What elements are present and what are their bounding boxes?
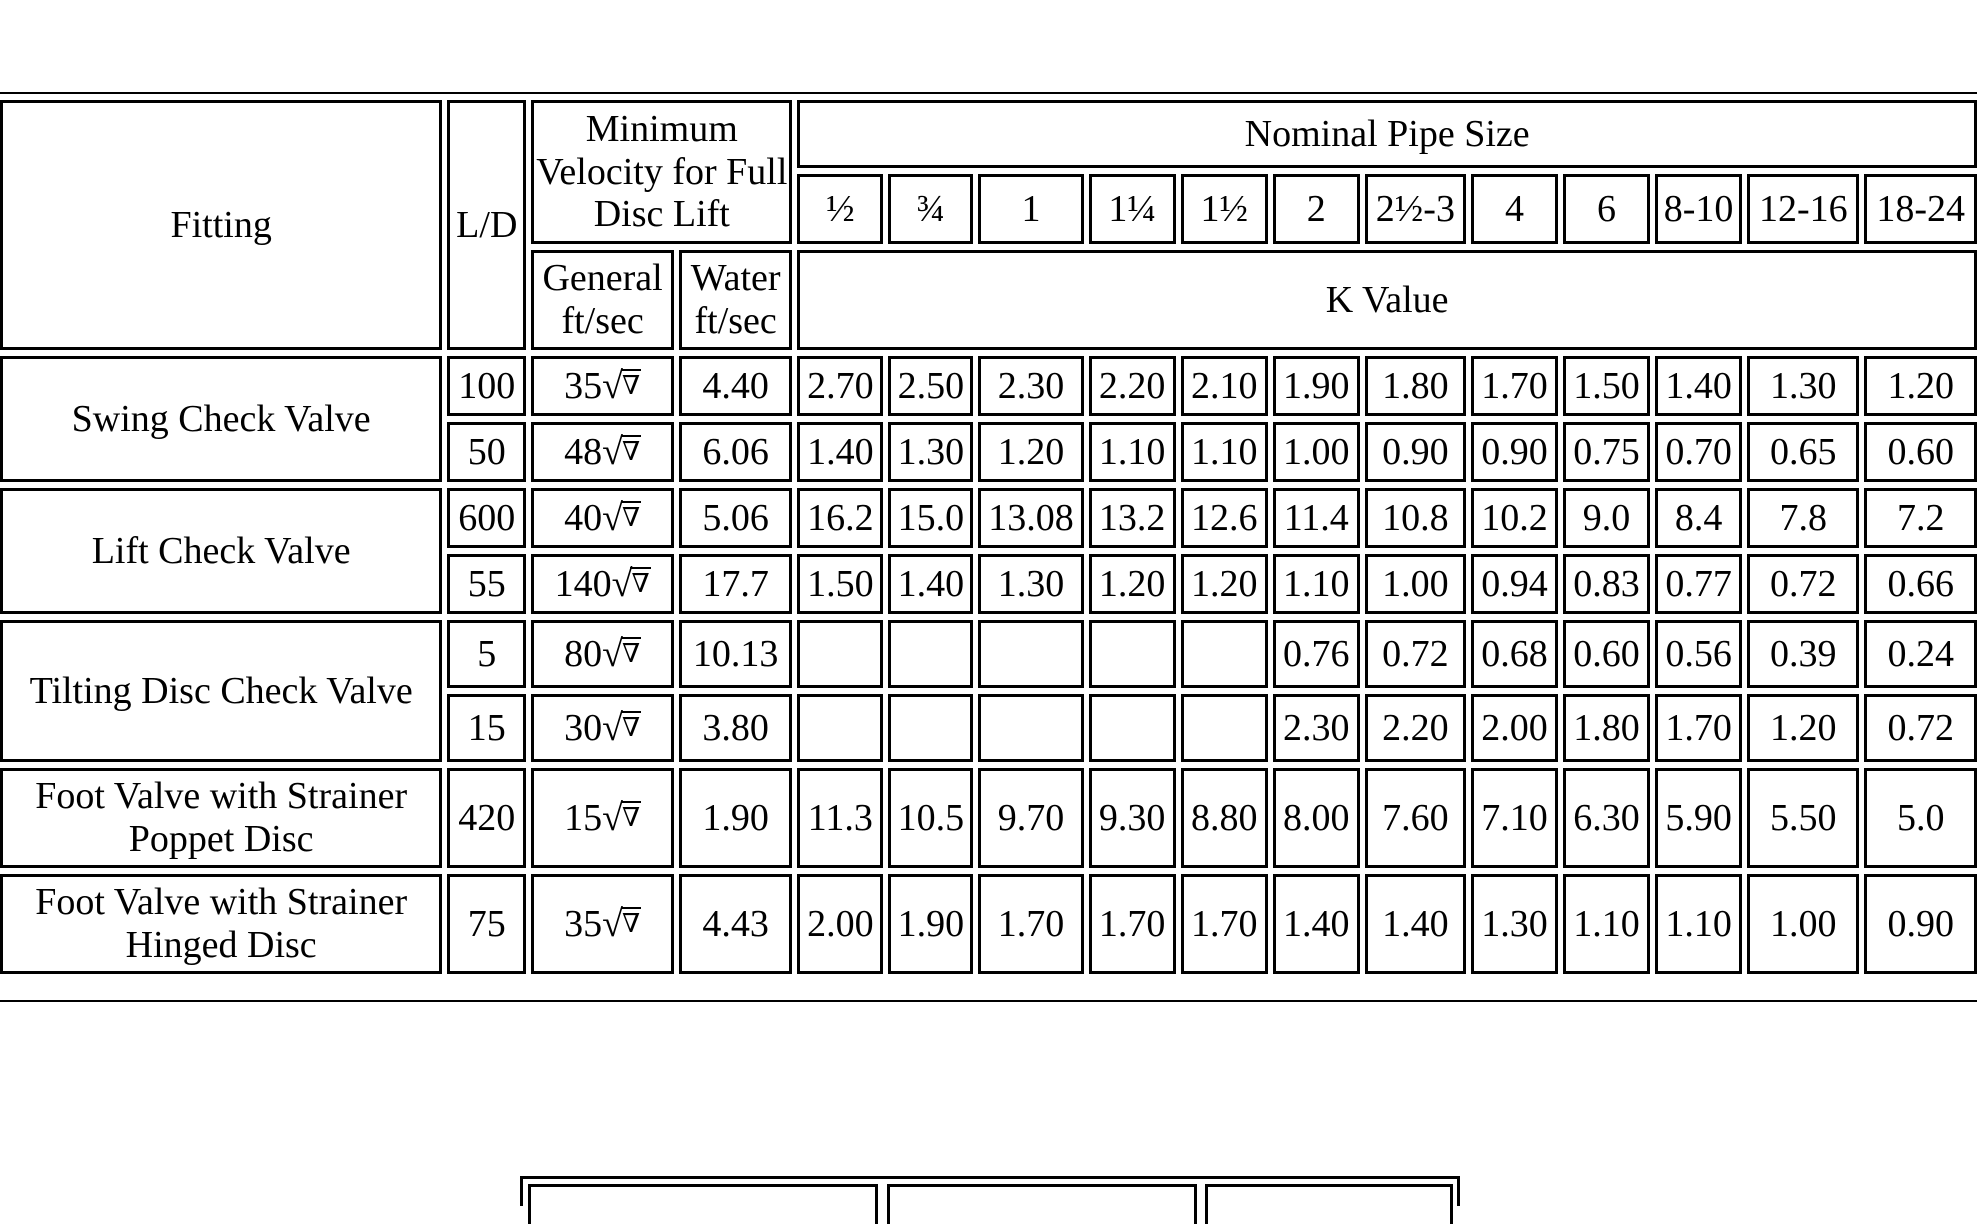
k-value-cell: 7.10: [1471, 768, 1558, 868]
k-value-cell: 1.20: [978, 422, 1083, 482]
general-velocity-cell: [531, 874, 674, 974]
k-value-cell: 1.40: [1365, 874, 1466, 974]
k-value-cell: 2.30: [978, 356, 1083, 416]
square-root-symbol: √: [602, 496, 623, 539]
k-value-cell: [888, 694, 973, 762]
general-velocity-header: General ft/sec: [531, 250, 674, 350]
k-value-header: K Value: [797, 250, 1977, 350]
water-velocity-cell: 4.40: [679, 356, 792, 416]
k-value-cell: 0.72: [1864, 694, 1977, 762]
pipe-size-cell: 4: [1471, 174, 1558, 244]
k-value-cell: 1.10: [1273, 554, 1360, 614]
k-value-cell: 9.30: [1089, 768, 1176, 868]
ld-cell: 55: [447, 554, 526, 614]
k-value-cell: 1.00: [1273, 422, 1360, 482]
specific-volume-symbol: ∇: [621, 712, 641, 742]
square-root-symbol: √: [602, 632, 623, 675]
k-value-cell: 0.90: [1365, 422, 1466, 482]
water-velocity-header: Water ft/sec: [679, 250, 792, 350]
fitting-name-cell: Foot Valve with Strainer Hinged Disc: [0, 874, 442, 974]
next-table-cell: [1205, 1184, 1453, 1224]
k-value-cell: 2.20: [1089, 356, 1176, 416]
ld-cell: 100: [447, 356, 526, 416]
k-value-cell: [797, 620, 883, 688]
k-value-cell: 0.72: [1365, 620, 1466, 688]
k-value-cell: [978, 620, 1083, 688]
pipe-size-cell: 6: [1563, 174, 1650, 244]
valve-k-value-table: [0, 94, 1977, 980]
velocity-coefficient: 80: [564, 632, 603, 675]
k-value-cell: 1.50: [1563, 356, 1650, 416]
k-value-cell: 2.00: [1471, 694, 1558, 762]
table-row: [0, 356, 1977, 416]
ld-cell: 50: [447, 422, 526, 482]
k-value-cell: 0.39: [1747, 620, 1859, 688]
specific-volume-symbol: ∇: [621, 370, 641, 400]
k-value-cell: [1089, 694, 1176, 762]
k-value-cell: 6.30: [1563, 768, 1650, 868]
general-velocity-cell: [531, 554, 674, 614]
pipe-size-cell: 8-10: [1655, 174, 1742, 244]
k-value-cell: 0.65: [1747, 422, 1859, 482]
pipe-size-cell: 2½-3: [1365, 174, 1466, 244]
k-value-cell: 1.80: [1563, 694, 1650, 762]
k-value-cell: 1.40: [797, 422, 883, 482]
k-value-cell: [1089, 620, 1176, 688]
specific-volume-symbol: ∇: [621, 638, 641, 668]
k-value-cell: 8.00: [1273, 768, 1360, 868]
k-value-cell: [1181, 694, 1268, 762]
table-body: [0, 356, 1977, 974]
k-value-cell: [888, 620, 973, 688]
k-value-cell: 2.20: [1365, 694, 1466, 762]
k-value-cell: 8.4: [1655, 488, 1742, 548]
velocity-coefficient: 30: [564, 706, 603, 749]
k-value-cell: 12.6: [1181, 488, 1268, 548]
water-velocity-cell: 6.06: [679, 422, 792, 482]
water-velocity-cell: 10.13: [679, 620, 792, 688]
k-value-cell: 1.30: [888, 422, 973, 482]
k-value-cell: 0.83: [1563, 554, 1650, 614]
velocity-coefficient: 15: [564, 796, 603, 839]
general-velocity-cell: [531, 768, 674, 868]
k-value-cell: 1.30: [1747, 356, 1859, 416]
k-value-cell: 0.75: [1563, 422, 1650, 482]
k-value-cell: 1.70: [1089, 874, 1176, 974]
k-value-cell: 1.10: [1181, 422, 1268, 482]
table-row: [0, 874, 1977, 974]
k-value-cell: 1.40: [1655, 356, 1742, 416]
pipe-size-cell: 1¼: [1089, 174, 1176, 244]
k-value-cell: 9.70: [978, 768, 1083, 868]
k-value-cell: 0.68: [1471, 620, 1558, 688]
pipe-size-cell: 2: [1273, 174, 1360, 244]
k-value-cell: 10.8: [1365, 488, 1466, 548]
next-table-cell: [887, 1184, 1197, 1224]
k-value-cell: 1.20: [1089, 554, 1176, 614]
ld-cell: 15: [447, 694, 526, 762]
k-value-cell: 0.77: [1655, 554, 1742, 614]
k-value-cell: 10.2: [1471, 488, 1558, 548]
k-value-cell: 1.80: [1365, 356, 1466, 416]
k-value-cell: 1.90: [888, 874, 973, 974]
min-velocity-header: Minimum Velocity for Full Disc Lift: [531, 100, 792, 244]
k-value-cell: 1.40: [1273, 874, 1360, 974]
water-velocity-cell: 4.43: [679, 874, 792, 974]
fitting-name-cell: Lift Check Valve: [0, 488, 442, 614]
k-value-cell: 5.0: [1864, 768, 1977, 868]
fitting-header: Fitting: [0, 100, 442, 350]
velocity-coefficient: 40: [564, 496, 603, 539]
ld-header: L/D: [447, 100, 526, 350]
water-velocity-cell: 3.80: [679, 694, 792, 762]
k-value-cell: 2.50: [888, 356, 973, 416]
k-value-cell: 1.10: [1563, 874, 1650, 974]
k-value-cell: 0.72: [1747, 554, 1859, 614]
header-row-1: [0, 100, 1977, 168]
pipe-size-cell: 1½: [1181, 174, 1268, 244]
k-value-cell: 0.90: [1864, 874, 1977, 974]
k-value-cell: 1.20: [1864, 356, 1977, 416]
pipe-size-cell: 12-16: [1747, 174, 1859, 244]
k-value-cell: 0.76: [1273, 620, 1360, 688]
k-value-cell: 0.90: [1471, 422, 1558, 482]
water-velocity-cell: 1.90: [679, 768, 792, 868]
next-table-top-edge: [520, 1176, 1460, 1206]
k-value-cell: 1.90: [1273, 356, 1360, 416]
pipe-size-cell: 18-24: [1864, 174, 1977, 244]
k-value-cell: 11.3: [797, 768, 883, 868]
square-root-symbol: √: [602, 706, 623, 749]
general-velocity-cell: [531, 620, 674, 688]
square-root-symbol: √: [602, 364, 623, 407]
k-value-cell: [1181, 620, 1268, 688]
k-value-cell: 1.00: [1747, 874, 1859, 974]
valve-k-value-table-frame: [0, 92, 1977, 1002]
specific-volume-symbol: ∇: [621, 802, 641, 832]
k-value-cell: 0.60: [1864, 422, 1977, 482]
k-value-cell: 11.4: [1273, 488, 1360, 548]
k-value-cell: 0.66: [1864, 554, 1977, 614]
k-value-cell: 1.20: [1747, 694, 1859, 762]
k-value-cell: 1.30: [1471, 874, 1558, 974]
velocity-coefficient: 140: [554, 562, 612, 605]
pipe-size-cell: ½: [797, 174, 883, 244]
ld-cell: 600: [447, 488, 526, 548]
fitting-name-cell: Foot Valve with Strainer Poppet Disc: [0, 768, 442, 868]
square-root-symbol: √: [602, 796, 623, 839]
k-value-cell: 7.8: [1747, 488, 1859, 548]
general-velocity-cell: [531, 488, 674, 548]
ld-cell: 75: [447, 874, 526, 974]
water-velocity-cell: 5.06: [679, 488, 792, 548]
k-value-cell: 16.2: [797, 488, 883, 548]
pipe-size-cell: 1: [978, 174, 1083, 244]
k-value-cell: 1.70: [978, 874, 1083, 974]
specific-volume-symbol: ∇: [621, 908, 641, 938]
k-value-cell: 1.70: [1181, 874, 1268, 974]
velocity-coefficient: 48: [564, 430, 603, 473]
k-value-cell: 0.56: [1655, 620, 1742, 688]
velocity-coefficient: 35: [564, 364, 603, 407]
k-value-cell: 15.0: [888, 488, 973, 548]
k-value-cell: 1.10: [1089, 422, 1176, 482]
ld-cell: 5: [447, 620, 526, 688]
k-value-cell: 9.0: [1563, 488, 1650, 548]
k-value-cell: [797, 694, 883, 762]
nominal-pipe-size-header: Nominal Pipe Size: [797, 100, 1977, 168]
k-value-cell: 1.30: [978, 554, 1083, 614]
k-value-cell: [978, 694, 1083, 762]
k-value-cell: 1.10: [1655, 874, 1742, 974]
k-value-cell: 2.00: [797, 874, 883, 974]
k-value-cell: 0.60: [1563, 620, 1650, 688]
ld-cell: 420: [447, 768, 526, 868]
square-root-symbol: √: [602, 902, 623, 945]
k-value-cell: 13.08: [978, 488, 1083, 548]
table-row: [0, 488, 1977, 548]
square-root-symbol: √: [611, 562, 633, 605]
square-root-symbol: √: [602, 430, 623, 473]
k-value-cell: 0.94: [1471, 554, 1558, 614]
k-value-cell: 5.50: [1747, 768, 1859, 868]
k-value-cell: 2.30: [1273, 694, 1360, 762]
table-row: [0, 620, 1977, 688]
water-velocity-cell: 17.7: [679, 554, 792, 614]
next-table-cell: [528, 1184, 878, 1224]
k-value-cell: 1.70: [1471, 356, 1558, 416]
k-value-cell: 1.50: [797, 554, 883, 614]
k-value-cell: 13.2: [1089, 488, 1176, 548]
k-value-cell: 2.70: [797, 356, 883, 416]
specific-volume-symbol: ∇: [621, 436, 641, 466]
general-velocity-cell: [531, 356, 674, 416]
k-value-cell: 5.90: [1655, 768, 1742, 868]
k-value-cell: 1.40: [888, 554, 973, 614]
k-value-cell: 2.10: [1181, 356, 1268, 416]
k-value-cell: 1.20: [1181, 554, 1268, 614]
k-value-cell: 0.70: [1655, 422, 1742, 482]
k-value-cell: 7.2: [1864, 488, 1977, 548]
specific-volume-symbol: ∇: [621, 502, 641, 532]
fitting-name-cell: Tilting Disc Check Valve: [0, 620, 442, 762]
k-value-cell: 0.24: [1864, 620, 1977, 688]
fitting-name-cell: Swing Check Valve: [0, 356, 442, 482]
velocity-coefficient: 35: [564, 902, 603, 945]
k-value-cell: 1.70: [1655, 694, 1742, 762]
specific-volume-symbol: ∇: [631, 568, 650, 598]
k-value-cell: 10.5: [888, 768, 973, 868]
k-value-cell: 7.60: [1365, 768, 1466, 868]
general-velocity-cell: [531, 422, 674, 482]
table-row: [0, 768, 1977, 868]
general-velocity-cell: [531, 694, 674, 762]
k-value-cell: 1.00: [1365, 554, 1466, 614]
pipe-size-cell: ¾: [888, 174, 973, 244]
k-value-cell: 8.80: [1181, 768, 1268, 868]
